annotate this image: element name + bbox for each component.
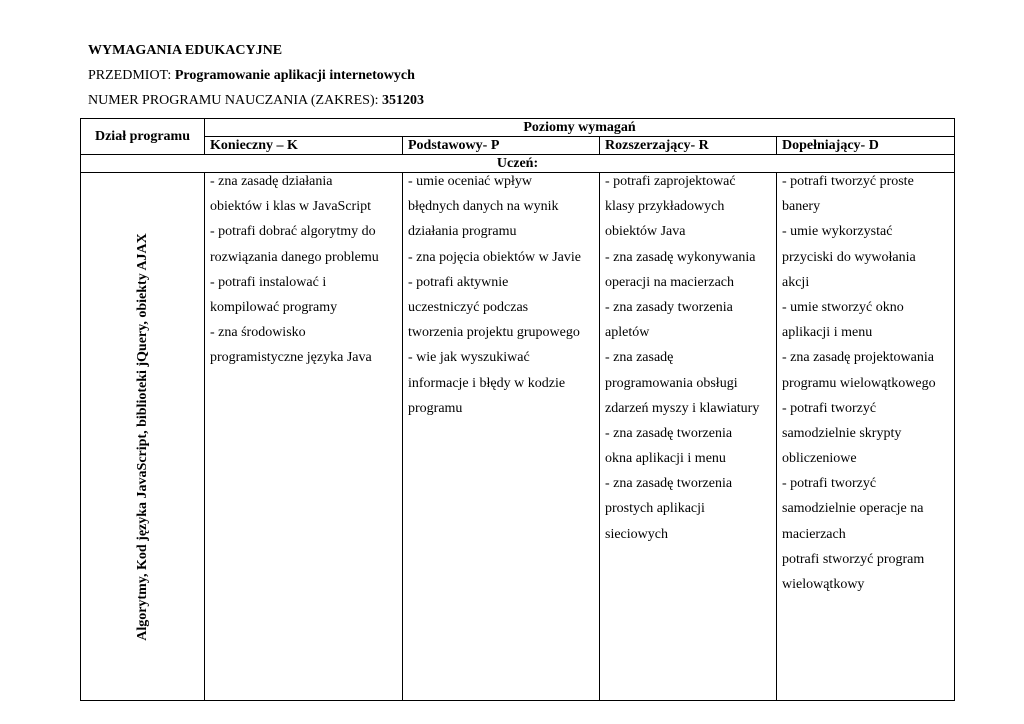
level-r-header: Rozszerzający- R [600,137,777,155]
program-value: 351203 [382,93,425,108]
requirements-table [80,118,955,701]
requirement-line: - wie jak wyszukiwać [408,350,530,366]
requirement-line: - zna zasadę działania [210,174,333,189]
requirement-line: akcji [782,274,810,290]
requirement-line: sieciowych [605,526,668,542]
requirement-line: uczestniczyć podczas [408,299,529,315]
requirement-line: - zna zasady tworzenia [605,299,733,315]
column-d [777,173,955,701]
requirement-line: - potrafi instalować i [210,274,327,290]
section-title: Algorytmy, Kod języka JavaScript, biblioteki jQuery, obiekty AJAX [134,232,150,641]
document-title: WYMAGANIA EDUKACYJNE [88,43,283,58]
requirement-line: przyciski do wywołania [782,249,916,265]
requirement-line: apletów [605,325,650,341]
column-r [600,173,777,701]
requirement-line: - umie oceniać wpływ [408,174,533,189]
header-row-1 [81,119,955,137]
requirement-line: - zna środowisko [210,325,306,341]
requirement-line: programistyczne języka Java [210,350,372,366]
section-cell [81,173,205,701]
requirement-line: - zna zasadę wykonywania [605,249,756,265]
requirement-line: wielowątkowy [782,577,865,592]
level-d-header: Dopełniający- D [777,137,955,155]
requirement-line: informacje i błędy w kodzie [408,375,566,391]
levels-header: Poziomy wymagań [205,119,955,137]
requirement-line: obiektów Java [605,224,686,240]
subject-label: PRZEDMIOT: [88,68,175,83]
requirement-line: operacji na macierzach [605,274,735,290]
requirement-line: klasy przykładowych [605,199,725,215]
subject-value: Programowanie aplikacji internetowych [174,68,415,83]
program-label: NUMER PROGRAMU NAUCZANIA (ZAKRES): [88,93,383,108]
requirement-line: - potrafi dobrać algorytmy do [210,224,376,240]
requirement-line: obiektów i klas w JavaScript [210,199,371,215]
requirement-line: obliczeniowe [782,451,857,467]
requirement-line: potrafi stworzyć program [782,551,925,567]
requirement-line: - zna zasadę projektowania [782,350,934,366]
requirement-line: macierzach [782,526,846,542]
requirement-line: - potrafi tworzyć [782,476,877,492]
column-k [205,173,403,701]
requirement-line: - potrafi tworzyć proste [782,174,914,189]
requirement-line: okna aplikacji i menu [605,451,726,467]
requirement-line: - potrafi aktywnie [408,274,509,290]
requirement-line: samodzielnie operacje na [782,501,924,517]
requirement-line: programu wielowątkowego [782,375,936,391]
requirement-line: aplikacji i menu [782,325,873,341]
requirement-line: - umie wykorzystać [782,224,893,240]
column-p [403,173,600,701]
student-header: Uczeń: [81,155,955,173]
content-row [81,173,955,701]
requirement-line: błędnych danych na wynik [408,199,559,215]
requirement-line: programowania obsługi [605,375,738,391]
requirement-line: - zna zasadę tworzenia [605,425,733,441]
requirement-line: - potrafi tworzyć [782,400,877,416]
program-line [88,93,424,109]
requirement-line: samodzielnie skrypty [782,425,902,441]
requirement-line: programu [408,400,463,416]
requirement-line: - zna zasadę [605,350,674,366]
student-row [81,155,955,173]
level-k-header: Konieczny – K [205,137,403,155]
requirement-line: działania programu [408,224,517,240]
requirement-line: - umie stworzyć okno [782,299,904,315]
requirement-line: zdarzeń myszy i klawiatury [605,400,760,416]
requirement-line: rozwiązania danego problemu [210,249,379,265]
requirement-line: - zna pojęcia obiektów w Javie [408,249,581,265]
requirement-line: prostych aplikacji [605,501,705,517]
requirement-line: tworzenia projektu grupowego [408,325,580,341]
requirement-line: - potrafi zaprojektować [605,174,736,189]
requirement-line: - zna zasadę tworzenia [605,476,733,492]
dzial-header: Dział programu [81,119,205,155]
level-p-header: Podstawowy- P [403,137,600,155]
requirement-line: banery [782,199,821,215]
subject-line [88,68,415,84]
header-row-2 [81,137,955,155]
requirement-line: kompilować programy [210,299,338,315]
